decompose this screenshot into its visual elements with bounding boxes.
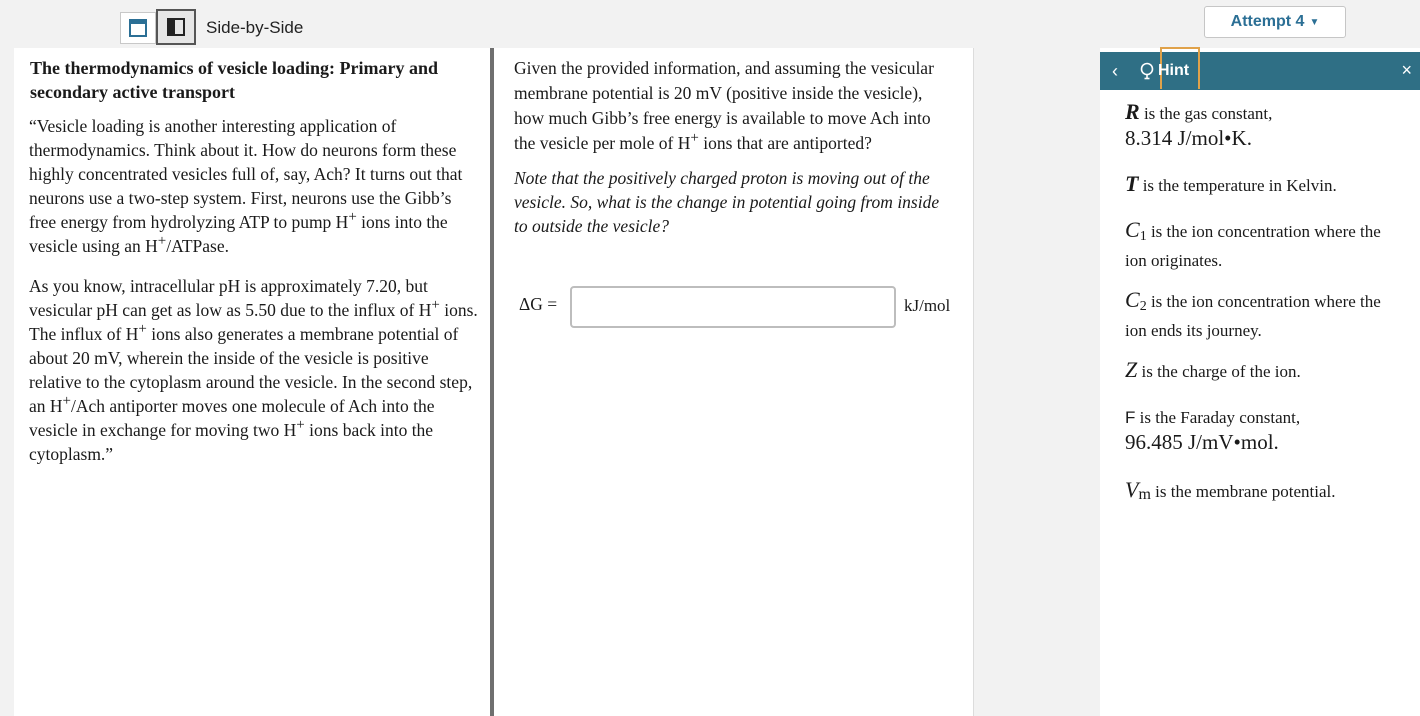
delta-g-label: ΔG = bbox=[519, 294, 558, 314]
delta-g-input[interactable] bbox=[570, 286, 896, 328]
question-text: Given the provided information, and assuming the vesicular membrane potential is 20 mV (positive inside the vesicle), how much Gibb’s free energy is available to move Ach into the vesicle per mole of H+ ions that are antiported? bbox=[514, 58, 934, 153]
hint-gas-constant: R is the gas constant, 8.314 J/mol•K. bbox=[1125, 99, 1273, 150]
close-icon[interactable]: × bbox=[1401, 60, 1412, 80]
hint-header bbox=[1100, 52, 1420, 90]
hint-panel bbox=[1100, 48, 1420, 716]
hint-title bbox=[1140, 62, 1189, 80]
caret-down-icon: ▼ bbox=[1309, 16, 1320, 28]
question-note: Note that the positively charged proton is moving out of the vesicle. So, what is the change in potential going from inside to outside the vesicle? bbox=[514, 168, 940, 236]
passage-paragraph-2: As you know, intracellular pH is approximately 7.20, but vesicular pH can get as low as 5.50 due to the influx of H+ ions. The influx of H+ ions also generates a membrane potential of about 20 mV, wherein the inside of the vesicle is positive relative to the cytoplasm around the vesicle. In the second step, an H+/Ach antiporter moves one molecule of Ach into the vesicle in exchange for moving two H+ ions back into the cytoplasm.” bbox=[29, 276, 478, 464]
hint-charge: Z is the charge of the ion. bbox=[1125, 357, 1301, 382]
unit-label: kJ/mol bbox=[904, 296, 951, 315]
view-mode-label: Side-by-Side bbox=[206, 17, 304, 37]
side-by-side-button[interactable] bbox=[156, 9, 196, 45]
hint-title-text: Hint bbox=[1158, 62, 1190, 79]
side-by-side-icon bbox=[167, 18, 185, 36]
attempt-dropdown[interactable] bbox=[1204, 6, 1346, 38]
attempt-label: Attempt 4 bbox=[1230, 13, 1305, 30]
hint-temperature: T is the temperature in Kelvin. bbox=[1125, 171, 1337, 196]
hint-faraday: F is the Faraday constant, 96.485 J/mV•mol. bbox=[1125, 408, 1301, 454]
hint-c1: $C_1$ is the ion concentration where the ion originates. bbox=[1125, 217, 1381, 270]
passage-panel bbox=[14, 48, 491, 716]
chevron-left-icon[interactable]: ‹ bbox=[1112, 61, 1118, 81]
full-view-button[interactable] bbox=[120, 12, 156, 44]
hint-c2: $C_2$ is the ion concentration where the ion ends its journey. bbox=[1125, 287, 1381, 340]
passage-title: The thermodynamics of vesicle loading: Primary and secondary active transport bbox=[30, 58, 438, 102]
full-view-icon bbox=[129, 19, 147, 37]
passage-paragraph-1: “Vesicle loading is another interesting application of thermodynamics. Think about it. How do neurons form these highly concentrated vesicles full of, say, Ach? It turns out that neurons use a two-step system. First, neurons use the Gibb’s free energy from hydrolyzing ATP to pump H+ ions into the vesicle using an H+/ATPase. bbox=[29, 116, 463, 256]
lightbulb-icon bbox=[1140, 62, 1154, 80]
question-panel bbox=[494, 48, 974, 716]
view-toggle bbox=[120, 10, 303, 45]
hint-membrane-potential: Vm is the membrane potential. bbox=[1125, 477, 1336, 503]
